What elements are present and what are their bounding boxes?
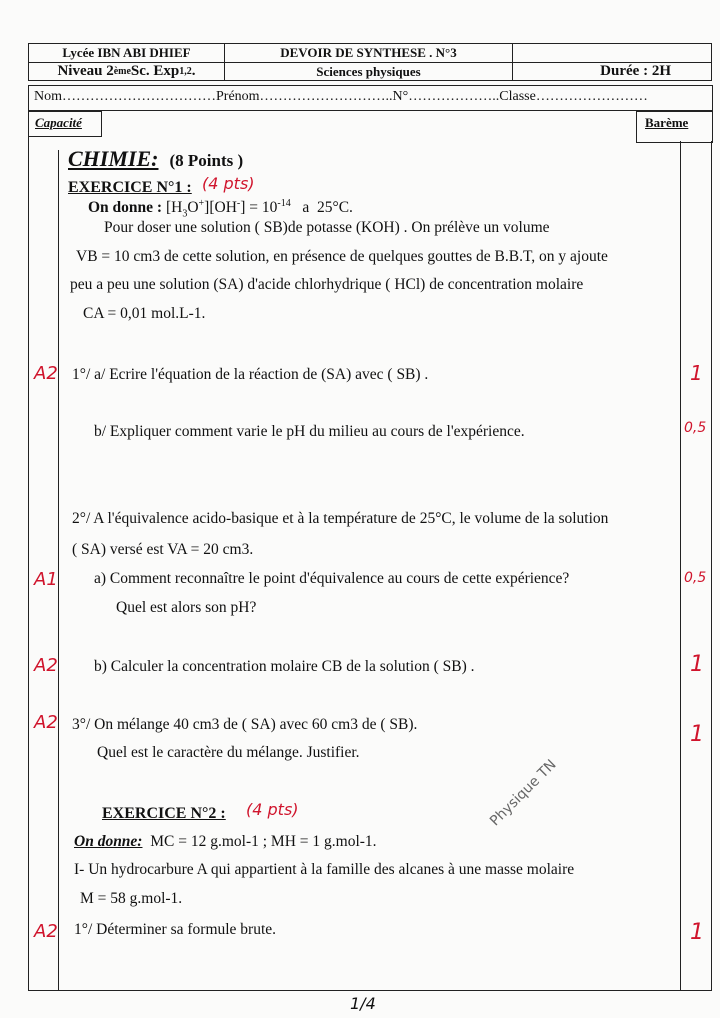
ex2-given-label: On donne: [74, 833, 143, 850]
duration-value: 2H [651, 63, 671, 79]
capacity-mark: A1 [34, 569, 58, 590]
frame-right [711, 141, 712, 990]
frame-left [28, 135, 29, 990]
score-mark: 1 [690, 722, 704, 747]
bareme-header [636, 111, 713, 143]
ex2-given-values: MC = 12 g.mol-1 ; MH = 1 g.mol-1. [150, 833, 377, 850]
level-main: Niveau 2 [57, 63, 114, 79]
capacity-mark: A2 [34, 363, 58, 384]
capacity-mark: A2 [34, 655, 58, 676]
subject: Sciences physiques [224, 62, 513, 81]
empty-cell [512, 43, 712, 63]
bareme-label: Barème [645, 115, 689, 130]
ex2-given [74, 833, 377, 851]
capacity-label: Capacité [35, 115, 82, 130]
exam-title: DEVOIR DE SYNTHESE . N°3 [224, 43, 513, 63]
exercise-2-points: (4 pts) [246, 800, 299, 819]
duration [512, 62, 712, 81]
score-mark: 1 [690, 920, 704, 945]
ex2-paragraph-2: M = 58 g.mol-1. [80, 890, 183, 907]
question-2b: b) Calculer la concentration molaire CB de la solution ( SB) . [94, 658, 475, 675]
school-name: Lycée IBN ABI DHIEF [28, 43, 225, 63]
capacity-mark: A2 [34, 921, 58, 942]
duration-label: Durée : [600, 63, 649, 79]
score-mark: 0,5 [684, 570, 707, 586]
ex1-paragraph-1: Pour doser une solution ( SB)de potasse (KOH) . On prélève un volume [104, 219, 550, 236]
question-2a: a) Comment reconnaître le point d'équivalence au cours de cette expérience? [94, 570, 570, 587]
ex1-paragraph-2: VB = 10 cm3 de cette solution, en présence de quelques gouttes de B.B.T, on y ajoute [76, 248, 608, 265]
exercise-2-title: EXERCICE N°2 : [102, 805, 226, 822]
ex2-question-1: 1°/ Déterminer sa formule brute. [74, 921, 277, 938]
exercise-1-points: (4 pts) [202, 174, 255, 193]
capacity-divider [58, 150, 59, 990]
score-mark: 1 [690, 361, 703, 385]
ex1-paragraph-3: peu a peu une solution (SA) d'acide chlorhydrique ( HCl) de concentration molaire [70, 276, 584, 293]
question-2-data: ( SA) versé est VA = 20 cm3. [72, 541, 254, 558]
bareme-divider [680, 141, 681, 990]
ex1-paragraph-4: CA = 0,01 mol.L-1. [83, 305, 206, 322]
score-mark: 0,5 [684, 420, 707, 436]
ex1-given: On donne : $[H_3O^+][OH^-] = 10^{-14}$ a 25°C. [88, 198, 353, 220]
level-sup: ème [113, 66, 131, 77]
question-3b: Quel est le caractère du mélange. Justifier. [97, 744, 360, 761]
question-3: 3°/ On mélange 40 cm3 de ( SA) avec 60 cm3 de ( SB). [72, 716, 418, 733]
section-points: (8 Points ) [169, 151, 244, 170]
watermark: Physique TN [487, 756, 560, 830]
question-1a: 1°/ a/ Ecrire l'équation de la réaction de (SA) avec ( SB) . [72, 366, 429, 383]
identity-row [28, 85, 713, 111]
exercise-1-title: EXERCICE N°1 : [68, 179, 192, 196]
frame-bottom [28, 990, 712, 991]
identity-fields[interactable]: Nom……………………………Prénom………………………..N°………………..Classe…………………… [34, 89, 648, 104]
level-sub: 1,2 [179, 66, 192, 77]
question-2: 2°/ A l'équivalence acido-basique et à la température de 25°C, le volume de la solution [72, 510, 609, 527]
given-label: On donne : [88, 199, 163, 217]
page-number: 1/4 [350, 994, 376, 1013]
level: Niveau 2 ème Sc. Exp 1,2 . [28, 62, 225, 81]
level-rest: Sc. Exp [130, 63, 180, 79]
capacity-mark: A2 [34, 712, 58, 733]
capacity-header [28, 111, 102, 137]
score-mark: 1 [690, 652, 704, 677]
section-title: CHIMIE: [68, 146, 159, 171]
question-2a-ph: Quel est alors son pH? [116, 599, 257, 616]
question-1b: b/ Expliquer comment varie le pH du milieu au cours de l'expérience. [94, 423, 525, 440]
ex2-paragraph-1: I- Un hydrocarbure A qui appartient à la famille des alcanes à une masse molaire [74, 861, 575, 878]
section-heading [68, 146, 243, 172]
